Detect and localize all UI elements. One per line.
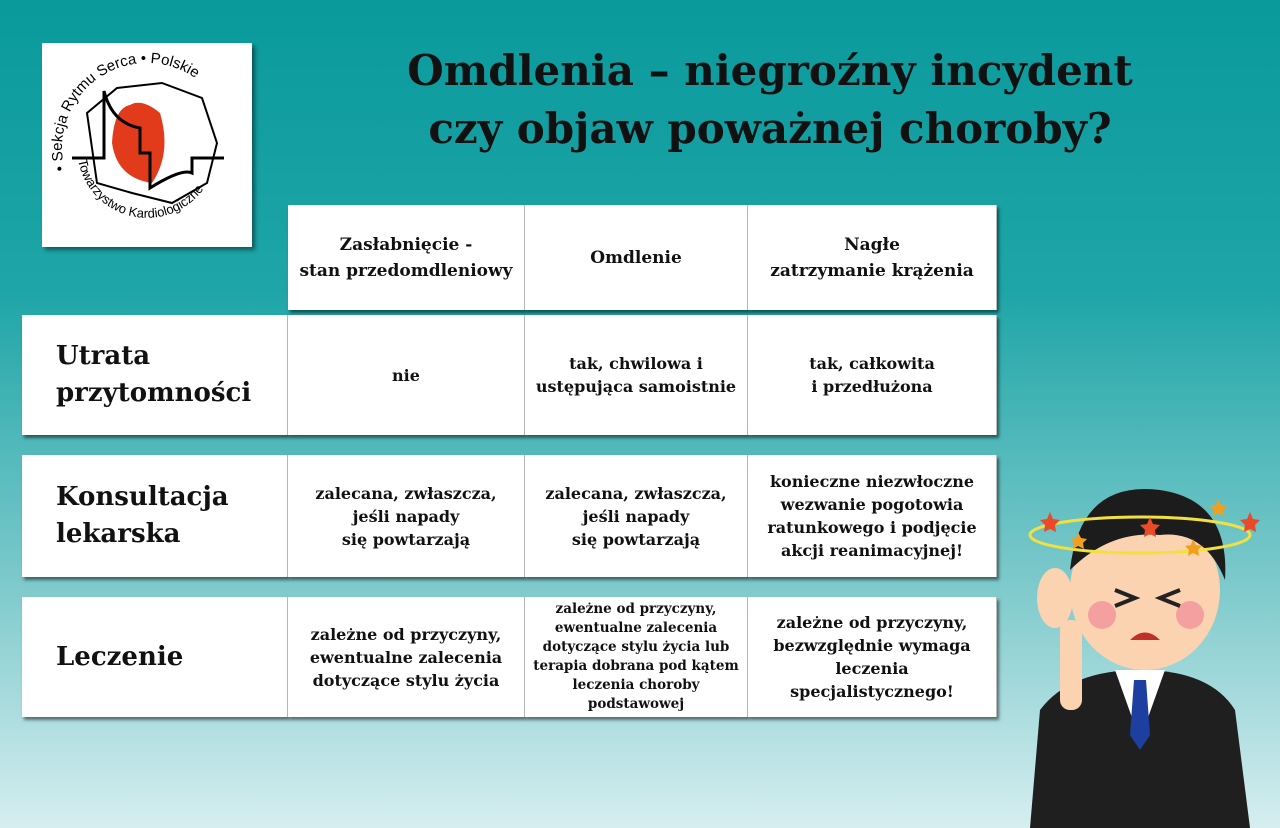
title-line-1: Omdlenia – niegroźny incydent [407,46,1133,95]
table-cell: zależne od przyczyny, ewentualne zalecenia dotyczące stylu życia [288,597,525,717]
row-label: Leczenie [22,597,288,717]
table-cell: zależne od przyczyny, ewentualne zalecenia dotyczące stylu życia lub terapia dobrana pod kątem leczenia choroby podstawowej [525,597,748,717]
logo [42,43,252,247]
table-cell: tak, chwilowa i ustępująca samoistnie [525,315,748,435]
table-cell: nie [288,315,525,435]
page-title [360,42,1180,158]
title-line-2: czy objaw poważnej choroby? [428,104,1112,153]
column-header: Zasłabnięcie - stan przedomdleniowy [288,205,525,310]
column-header: Omdlenie [525,205,748,310]
logo-text-top: • Sekcja Rytmu Serca • Polskie [48,49,203,174]
table-cell: zalecana, zwłaszcza, jeśli napady się powtarzają [288,455,525,577]
dizzy-person-illustration [1010,480,1280,828]
row-label: Konsultacja lekarska [22,455,288,577]
row-label: Utrata przytomności [22,315,288,435]
logo-text-bottom: Towarzystwo Kardiologiczne [75,157,207,221]
column-header: Nagłe zatrzymanie krążenia [748,205,997,310]
heart-icon [112,103,165,183]
table-cell: konieczne niezwłoczne wezwanie pogotowia ratunkowego i podjęcie akcji reanimacyjnej! [748,455,997,577]
table-cell: zależne od przyczyny, bezwzględnie wymaga leczenia specjalistycznego! [748,597,997,717]
table-cell: zalecana, zwłaszcza, jeśli napady się powtarzają [525,455,748,577]
table-cell: tak, całkowita i przedłużona [748,315,997,435]
